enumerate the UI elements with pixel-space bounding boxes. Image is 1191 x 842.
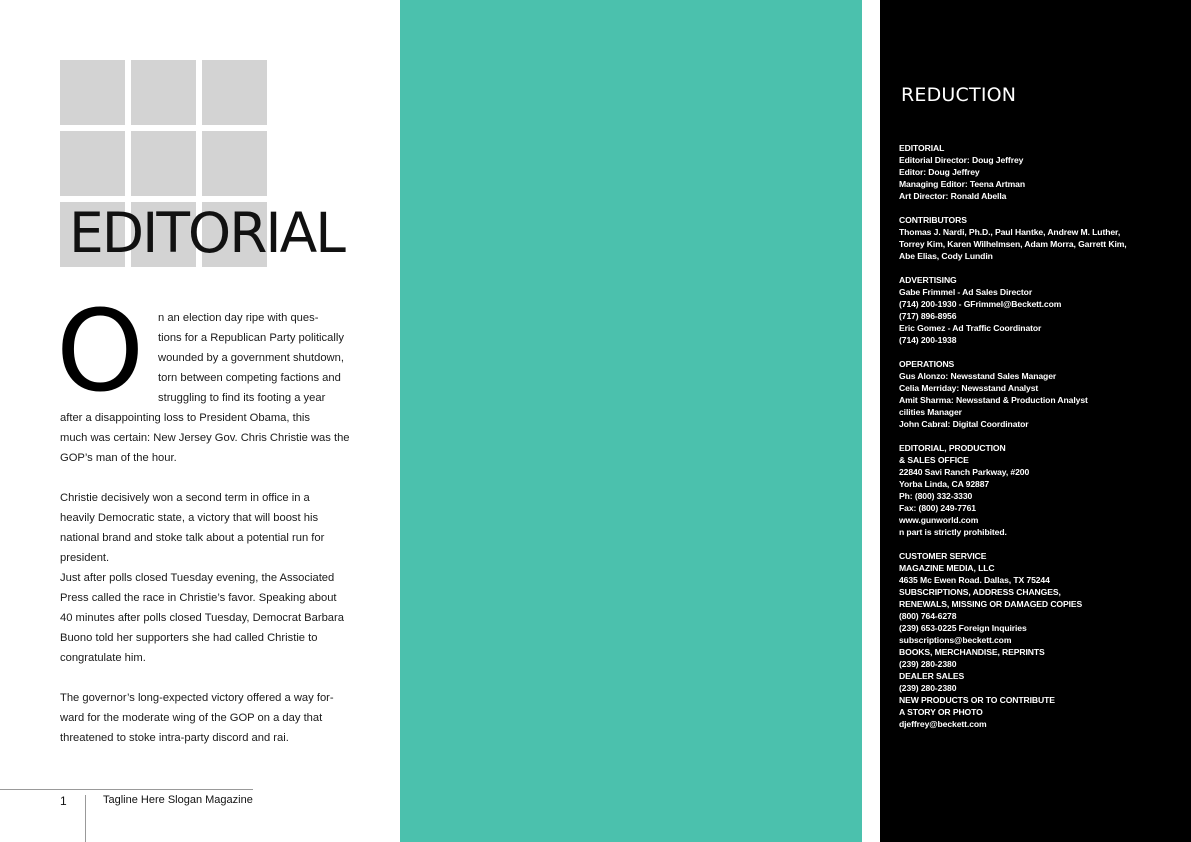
masthead-credit-line: Fax: (800) 249-7761 (899, 503, 976, 513)
masthead-section-heading: ADVERTISING (899, 275, 957, 285)
footer-divider (0, 789, 253, 790)
masthead-credit-line: (239) 280-2380 (899, 659, 957, 669)
masthead-credit-line: (717) 896-8956 (899, 311, 957, 321)
masthead-credit-line: Gabe Frimmel - Ad Sales Director (899, 287, 1033, 297)
masthead-credit-line: SUBSCRIPTIONS, ADDRESS CHANGES, (899, 587, 1061, 597)
masthead-credit-line: Yorba Linda, CA 92887 (899, 479, 990, 489)
masthead-credit-line: (800) 764-6278 (899, 611, 957, 621)
article-line: Christie decisively won a second term in office in a (60, 492, 310, 504)
masthead-credit-line: Torrey Kim, Karen Wilhelmsen, Adam Morra, Garrett Kim, (899, 239, 1127, 249)
masthead-credit-line: (239) 280-2380 (899, 683, 957, 693)
masthead-credit-line: RENEWALS, MISSING OR DAMAGED COPIES (899, 599, 1083, 609)
article-line: 40 minutes after polls closed Tuesday, Democrat Barbara (60, 612, 344, 624)
grid-tile (202, 60, 267, 125)
masthead-credit-line: (714) 200-1930 - GFrimmel@Beckett.com (899, 299, 1062, 309)
drop-cap: O (56, 287, 141, 417)
masthead-credit-line: Art Director: Ronald Abella (899, 191, 1007, 201)
masthead-section-heading: EDITORIAL (899, 143, 945, 153)
masthead-credit-line: www.gunworld.com (899, 515, 979, 525)
masthead-spacer (899, 430, 1169, 442)
masthead-credit-line: John Cabral: Digital Coordinator (899, 419, 1029, 429)
article-line: after a disappointing loss to President Obama, this (60, 412, 310, 424)
article-line: congratulate him. (60, 652, 146, 664)
masthead-credit-line: 4635 Mc Ewen Road. Dallas, TX 75244 (899, 575, 1050, 585)
masthead-credit-line: djeffrey@beckett.com (899, 719, 987, 729)
masthead-spacer (899, 346, 1169, 358)
masthead-credit-line: & SALES OFFICE (899, 455, 969, 465)
masthead-credit-line: (714) 200-1938 (899, 335, 957, 345)
article-line: torn between competing factions and (158, 372, 341, 384)
article-line: ward for the moderate wing of the GOP on a day that (60, 712, 323, 724)
masthead-credit-line: Abe Elias, Cody Lundin (899, 251, 993, 261)
footer-vertical-divider (85, 795, 86, 842)
grid-tile (131, 131, 196, 196)
article-line: heavily Democratic state, a victory that will boost his (60, 512, 319, 524)
masthead-credit-line: 22840 Savi Ranch Parkway, #200 (899, 467, 1030, 477)
masthead-credit-line: DEALER SALES (899, 671, 965, 681)
grid-tile (131, 60, 196, 125)
masthead-credit-line: A STORY OR PHOTO (899, 707, 983, 717)
article-line: Buono told her supporters she had called Christie to (60, 632, 318, 644)
article-line: n an election day ripe with ques- (158, 312, 319, 324)
grid-tile (60, 131, 125, 196)
article-line: president. (60, 552, 110, 564)
masthead-credit-line: Thomas J. Nardi, Ph.D., Paul Hantke, Andrew M. Luther, (899, 227, 1121, 237)
masthead-credit-line: subscriptions@beckett.com (899, 635, 1012, 645)
article-line: GOP’s man of the hour. (60, 452, 177, 464)
masthead-credit-line: Eric Gomez - Ad Traffic Coordinator (899, 323, 1042, 333)
article-line: The governor’s long-expected victory offered a way for- (60, 692, 334, 704)
footer-tagline: Tagline Here Slogan Magazine (103, 794, 253, 806)
masthead-title: REDUCTION (901, 84, 1017, 106)
masthead-spacer (899, 262, 1169, 274)
page-gutter (862, 0, 880, 842)
masthead-credit-line: Editor: Doug Jeffrey (899, 167, 980, 177)
masthead-section-heading: OPERATIONS (899, 359, 955, 369)
masthead-credit-line: BOOKS, MERCHANDISE, REPRINTS (899, 647, 1045, 657)
grid-tile (60, 60, 125, 125)
masthead-credit-line: (239) 653-0225 Foreign Inquiries (899, 623, 1027, 633)
teal-color-panel (400, 0, 862, 842)
masthead-spacer (899, 202, 1169, 214)
article-line: threatened to stoke intra-party discord and rai. (60, 732, 289, 744)
masthead-credit-line: cilities Manager (899, 407, 962, 417)
grid-tile (202, 131, 267, 196)
article-line: Just after polls closed Tuesday evening, the Associated (60, 572, 335, 584)
masthead-credit-line: Amit Sharma: Newsstand & Production Analyst (899, 395, 1088, 405)
masthead-credit-line: Gus Alonzo: Newsstand Sales Manager (899, 371, 1057, 381)
article-line: wounded by a government shutdown, (158, 352, 344, 364)
article-line: tions for a Republican Party politically (158, 332, 344, 344)
masthead-spacer (899, 538, 1169, 550)
article-line: Press called the race in Christie’s favor. Speaking about (60, 592, 337, 604)
article-line: struggling to find its footing a year (158, 392, 326, 404)
page-number: 1 (60, 794, 67, 808)
masthead-credit-line: Ph: (800) 332-3330 (899, 491, 973, 501)
article-line: much was certain: New Jersey Gov. Chris Christie was the (60, 432, 350, 444)
masthead-section-heading: EDITORIAL, PRODUCTION (899, 443, 1006, 453)
masthead-section-heading: CONTRIBUTORS (899, 215, 967, 225)
article-line: national brand and stoke talk about a potential run for (60, 532, 325, 544)
masthead-credit-line: Editorial Director: Doug Jeffrey (899, 155, 1024, 165)
masthead-credit-line: n part is strictly prohibited. (899, 527, 1007, 537)
page-title: EDITORIAL (69, 201, 344, 265)
masthead-credit-line: Managing Editor: Teena Artman (899, 179, 1026, 189)
masthead-credit-line: NEW PRODUCTS OR TO CONTRIBUTE (899, 695, 1055, 705)
masthead-section-heading: CUSTOMER SERVICE (899, 551, 987, 561)
masthead-credit-line: Celia Merriday: Newsstand Analyst (899, 383, 1039, 393)
masthead-credit-line: MAGAZINE MEDIA, LLC (899, 563, 995, 573)
masthead-credits (899, 142, 1169, 730)
